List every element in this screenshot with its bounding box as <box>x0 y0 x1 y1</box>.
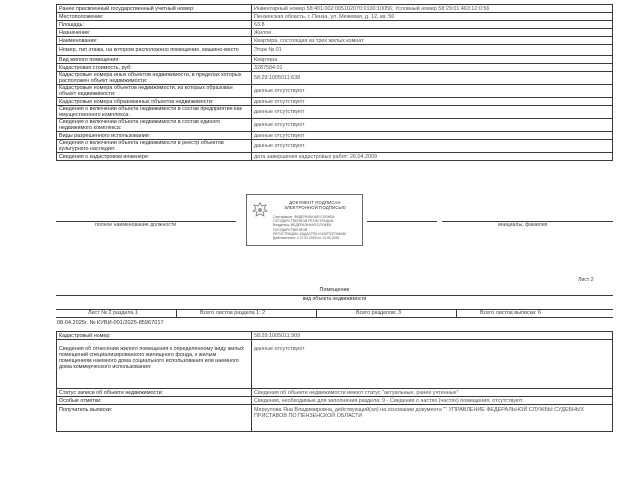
row-label: Площадь: <box>57 21 252 29</box>
table-row <box>57 140 613 153</box>
e-signature-stamp <box>246 194 363 246</box>
extract-sheets-total: Всего листов выписки: 6 <box>480 310 541 316</box>
row-label: Местоположение: <box>57 13 252 21</box>
sheet-bar-bottom <box>56 317 613 318</box>
stamp-details <box>273 215 359 240</box>
row-value: 58:29:1005011:638 <box>252 72 613 85</box>
row-label: Статус записи об объекте недвижимости: <box>57 389 252 397</box>
row-value: данные отсутствуют <box>252 119 613 132</box>
position-caption: полное наименование должности <box>95 222 177 228</box>
row-value: Квартира, состоящая из трех жилых комнат <box>252 37 613 45</box>
sheet-bar-div <box>456 309 457 317</box>
table-row <box>57 397 613 405</box>
row-label: Наименование: <box>57 37 252 45</box>
section-sheets-total: Всего листов раздела 1: 2 <box>200 310 266 316</box>
table-row <box>57 64 613 72</box>
row-label: Номер, тип этажа, на котором расположено помещение, машино-место <box>57 45 252 56</box>
row-label: Назначение: <box>57 29 252 37</box>
row-value: данные отсутствуют <box>252 106 613 119</box>
row-value: данные отсутствуют <box>252 340 613 389</box>
row-value: 63.8 <box>252 21 613 29</box>
table-row <box>57 5 613 13</box>
row-value: Пензенская область, г. Пенза, ул. Межевая, д. 12, кв. 56 <box>252 13 613 21</box>
row-value: Квартира <box>252 56 613 64</box>
stamp-line: РЕГИСТРАЦИИ, КАДАСТРА И КАРТОГРАФИИ <box>273 231 346 236</box>
table-row <box>57 13 613 21</box>
table-row <box>57 340 613 389</box>
table-row <box>57 389 613 397</box>
table-row <box>57 405 613 432</box>
stamp-line: Владелец: ФЕДЕРАЛЬНАЯ СЛУЖБА ГОСУДАРСТВЕННОЙ <box>273 223 332 232</box>
section2-table <box>56 331 613 432</box>
page-number: Лист 2 <box>578 277 594 283</box>
row-value: данные отсутствуют <box>252 132 613 140</box>
row-value: данные отсутствуют <box>252 98 613 106</box>
row-value: Меркулова Яна Владимировна, действующий(ая) на основании документа "" УПРАВЛЕНИЕ ФЕДЕРАЛЬНОЙ СЛУЖБЫ СУДЕБНЫХ ПРИСТАВОВ ПО ПЕНЗЕНСКОЙ ОБЛАСТИ <box>252 405 613 432</box>
name-caption: инициалы, фамилия <box>498 222 548 228</box>
table-row <box>57 56 613 64</box>
table-row <box>57 119 613 132</box>
table-row <box>57 37 613 45</box>
row-label: Ранее присвоенный государственный учетный номер: <box>57 5 252 13</box>
extract-date-number: 08.04.2025г. № КУВИ-001/2025-85967017 <box>57 320 164 326</box>
stamp-line: Действителен: с 17.02.2025 по 13.05.2026 <box>273 236 340 241</box>
row-value: Сведения, необходимые для заполнения раздела: 9 - Сведения о частях (частях) помещения, отсутствуют. <box>252 397 613 405</box>
table-row <box>57 153 613 161</box>
table-row <box>57 106 613 119</box>
table-row <box>57 29 613 37</box>
row-label: Получатель выписки: <box>57 405 252 432</box>
sheet-number: Лист № 2 раздела 1 <box>88 310 138 316</box>
table-row <box>57 98 613 106</box>
stamp-line: Сертификат: ФЕДЕРАЛЬНАЯ СЛУЖБА ГОСУДАРСТВЕННОЙ РЕГИСТРАЦИИ, <box>273 215 335 224</box>
row-value: Инвентарный номер 58:401:002:005102070:0100:10056; Условный номер 58:29:01:463:12:0:56 <box>252 5 613 13</box>
row-label: Сведения о кадастровом инженере: <box>57 153 252 161</box>
signature-line <box>367 221 437 222</box>
cad-number-value: 58:29:1005011:909 <box>252 332 613 340</box>
row-label: Сведения об отнесении жилого помещения к определенному виду жилых помещений специализированного жилищного фонда, к жилым помещениям наемного дома социального использования или наемного дома коммерческого использования: <box>57 340 252 389</box>
row-value: 3287584.01 <box>252 64 613 72</box>
object-type-caption: вид объекта недвижимости <box>302 296 367 302</box>
row-label: Кадастровые номера иных объектов недвижимости, в пределах которых расположен объект недвижимости: <box>57 72 252 85</box>
table-row <box>57 332 613 340</box>
eagle-emblem-icon <box>251 201 269 221</box>
sections-total: Всего разделов: 3 <box>356 310 401 316</box>
row-value: Жилое <box>252 29 613 37</box>
row-value: дата завершения кадастровых работ: 26.04.2009 <box>252 153 613 161</box>
table-row <box>57 72 613 85</box>
row-label: Сведения о включении объекта недвижимости в реестр объектов культурного наследия: <box>57 140 252 153</box>
row-label: Кадастровая стоимость, руб: <box>57 64 252 72</box>
stamp-title: ДОКУМЕНТ ПОДПИСАН ЭЛЕКТРОННОЙ ПОДПИСЬЮ <box>284 200 346 210</box>
row-value: данные отсутствуют <box>252 85 613 98</box>
row-value: Сведения об объекте недвижимости имеют статус "актуальные, ранее учтенные" <box>252 389 613 397</box>
cad-number-label: Кадастровый номер: <box>57 332 252 340</box>
sheet-bar-div <box>176 309 177 317</box>
row-value: данные отсутствуют <box>252 140 613 153</box>
row-label: Кадастровые номера объектов недвижимости, из которых образован объект недвижимости: <box>57 85 252 98</box>
table-row <box>57 85 613 98</box>
row-label: Кадастровые номера образованных объектов недвижимости: <box>57 98 252 106</box>
sheet-bar-div <box>316 309 317 317</box>
table-row <box>57 45 613 56</box>
row-label: Особые отметки: <box>57 397 252 405</box>
row-label: Вид жилого помещения: <box>57 56 252 64</box>
object-type: Помещение <box>319 287 350 293</box>
row-label: Сведения о включении объекта недвижимости в состав единого недвижимого комплекса: <box>57 119 252 132</box>
object-details-table <box>56 4 613 161</box>
table-row <box>57 21 613 29</box>
row-label: Сведения о включении объекта недвижимости в состав предприятия как имущественного комплекса: <box>57 106 252 119</box>
table-row <box>57 132 613 140</box>
row-label: Виды разрешенного использования: <box>57 132 252 140</box>
row-value: Этаж № 01 <box>252 45 613 56</box>
